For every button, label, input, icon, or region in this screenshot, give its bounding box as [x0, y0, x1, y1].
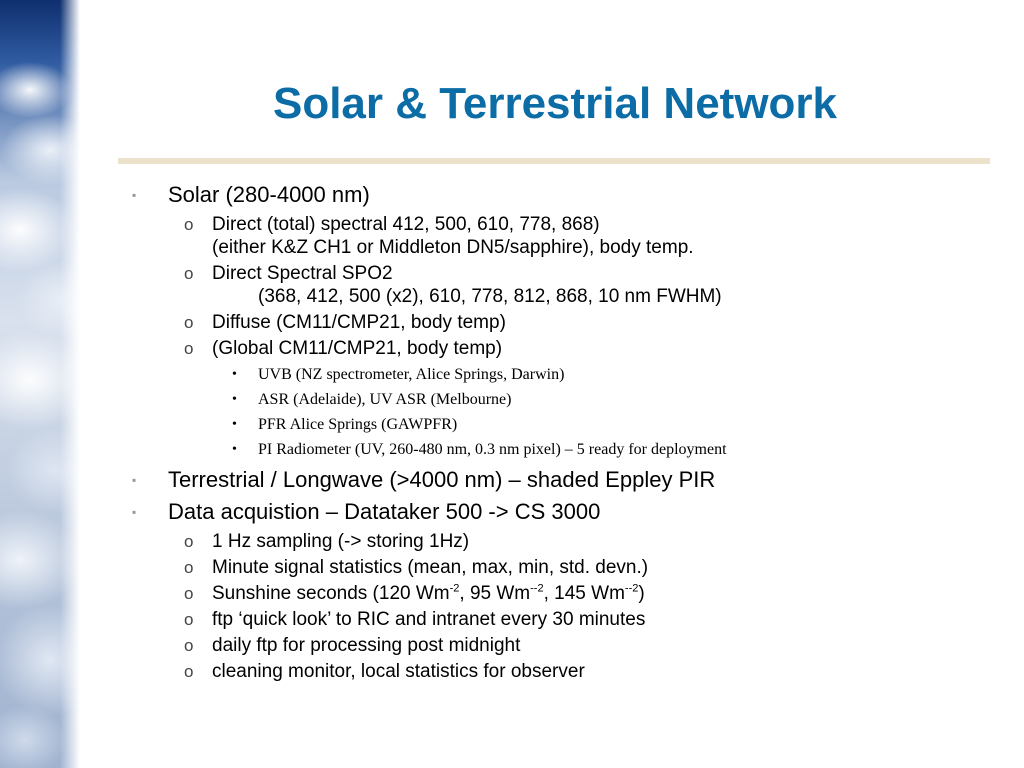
dot-bullet-icon: •	[232, 417, 237, 432]
sub-sub-bullet-pi	[128, 440, 1008, 460]
bullet-text: Terrestrial / Longwave (>4000 nm) – shaded Eppley PIR	[168, 467, 716, 492]
bullet-text: cleaning monitor, local statistics for observer	[212, 661, 585, 682]
circle-bullet-icon: o	[184, 339, 194, 358]
circle-bullet-icon: o	[184, 558, 194, 577]
sunshine-exponent-1: -2	[449, 582, 460, 595]
bullet-text: UVB (NZ spectrometer, Alice Springs, Darwin)	[258, 366, 565, 383]
sub-bullet-cleaning	[128, 660, 1008, 683]
sub-sub-bullet-asr	[128, 390, 1008, 410]
bullet-text: (Global CM11/CMP21, body temp)	[212, 338, 503, 359]
bullet-text: daily ftp for processing post midnight	[212, 635, 521, 656]
sunshine-text-1: Sunshine seconds (120 Wm	[212, 583, 450, 604]
bullet-text: ASR (Adelaide), UV ASR (Melbourne)	[258, 391, 512, 408]
dot-bullet-icon: •	[232, 367, 237, 382]
bullet-text: PI Radiometer (UV, 260-480 nm, 0.3 nm pixel) – 5 ready for deployment	[258, 441, 727, 458]
sub-bullet-ftp-daily	[128, 634, 1008, 657]
slide-title: Solar & Terrestrial Network	[272, 79, 838, 128]
circle-bullet-icon: o	[184, 610, 194, 629]
sub-bullet-sampling	[128, 530, 1008, 553]
bullet-data-acquisition	[128, 497, 1008, 527]
bullet-text	[212, 583, 645, 604]
bullet-text: Solar (280-4000 nm)	[168, 182, 370, 207]
bullet-text: Data acquistion – Datataker 500 -> CS 3000	[168, 499, 601, 524]
dot-bullet-icon: •	[232, 392, 237, 407]
circle-bullet-icon: o	[184, 584, 194, 603]
sunshine-text-4: )	[638, 583, 645, 604]
bullet-text: PFR Alice Springs (GAWPFR)	[258, 416, 458, 433]
circle-bullet-icon: o	[184, 264, 194, 283]
square-bullet-icon: ▪	[132, 473, 137, 487]
sub-bullet-global	[128, 337, 1008, 360]
sub-bullet-minute-stats	[128, 556, 1008, 579]
bullet-text: Minute signal statistics (mean, max, min, std. devn.)	[212, 557, 649, 578]
bullet-text-continuation: (either K&Z CH1 or Middleton DN5/sapphire), body temp.	[212, 237, 694, 258]
sub-bullet-ftp-quick	[128, 608, 1008, 631]
sunshine-exponent-2: --2	[530, 582, 544, 595]
sunshine-text-2: , 95 Wm	[459, 583, 531, 604]
circle-bullet-icon: o	[184, 532, 194, 551]
bullet-text: ftp ‘quick look’ to RIC and intranet every 30 minutes	[212, 609, 646, 630]
image-fade-edge	[60, 0, 80, 768]
circle-bullet-icon: o	[184, 662, 194, 681]
sub-bullet-direct-spectral	[128, 262, 1008, 308]
bullet-text: Diffuse (CM11/CMP21, body temp)	[212, 312, 506, 333]
circle-bullet-icon: o	[184, 313, 194, 332]
sub-bullet-sunshine	[128, 582, 1008, 605]
circle-bullet-icon: o	[184, 636, 194, 655]
dot-bullet-icon: •	[232, 442, 237, 457]
bullet-text: 1 Hz sampling (-> storing 1Hz)	[212, 531, 470, 552]
sub-sub-bullet-pfr	[128, 415, 1008, 435]
bullet-terrestrial	[128, 465, 1008, 495]
circle-bullet-icon: o	[184, 215, 194, 234]
title-divider	[118, 158, 990, 164]
bullet-solar	[128, 180, 1008, 210]
sub-bullet-diffuse	[128, 311, 1008, 334]
bullet-text: Direct Spectral SPO2	[212, 263, 393, 284]
sub-bullet-direct-total	[128, 213, 1008, 259]
bullet-text: Direct (total) spectral 412, 500, 610, 778, 868)	[212, 214, 600, 235]
sub-sub-bullet-uvb	[128, 365, 1008, 385]
square-bullet-icon: ▪	[132, 505, 137, 519]
square-bullet-icon: ▪	[132, 188, 137, 202]
bullet-text-continuation: (368, 412, 500 (x2), 610, 778, 812, 868, 10 nm FWHM)	[258, 286, 722, 307]
sunshine-exponent-3: --2	[624, 582, 639, 595]
sunshine-text-3: , 145 Wm	[543, 583, 625, 604]
slide-body	[128, 178, 1008, 686]
